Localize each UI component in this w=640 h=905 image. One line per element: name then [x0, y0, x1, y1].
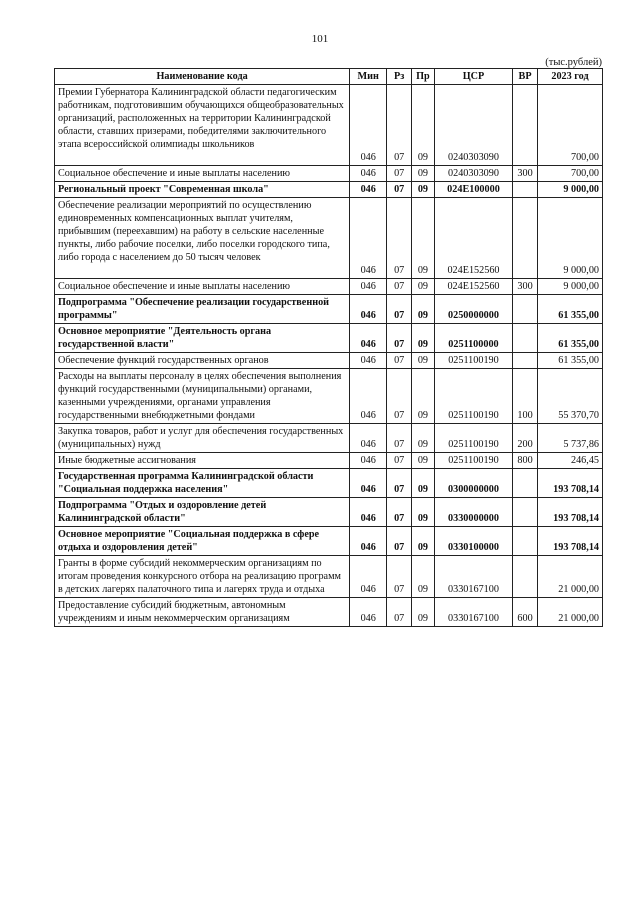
cell-pr: 09: [412, 469, 435, 498]
cell-vr: [513, 556, 538, 598]
cell-pr: 09: [412, 369, 435, 424]
cell-min: 046: [350, 85, 387, 166]
table-row: [55, 182, 603, 198]
cell-csr: 0330167100: [434, 598, 512, 627]
cell-amount: 21 000,00: [537, 598, 602, 627]
cell-vr: [513, 295, 538, 324]
cell-min: 046: [350, 324, 387, 353]
cell-csr: 0330000000: [434, 498, 512, 527]
cell-amount: 193 708,14: [537, 469, 602, 498]
table-row: [55, 453, 603, 469]
cell-vr: 800: [513, 453, 538, 469]
cell-min: 046: [350, 527, 387, 556]
cell-name: Социальное обеспечение и иные выплаты населению: [55, 279, 350, 295]
cell-name: Иные бюджетные ассигнования: [55, 453, 350, 469]
cell-amount: 9 000,00: [537, 198, 602, 279]
cell-amount: 700,00: [537, 85, 602, 166]
cell-rz: 07: [387, 469, 412, 498]
cell-pr: 09: [412, 85, 435, 166]
table-row: [55, 166, 603, 182]
page-number: 101: [311, 33, 329, 45]
cell-vr: [513, 353, 538, 369]
cell-name: Обеспечение реализации мероприятий по осуществлению единовременных компенсационных выплат учителям, прибывшим (переехавшим) на работу в сельские населенные пункты, либо рабочие поселки, либо поселки городского типа, либо города с населением до 50 тысяч человек: [55, 198, 350, 279]
cell-pr: 09: [412, 198, 435, 279]
cell-pr: 09: [412, 279, 435, 295]
cell-min: 046: [350, 353, 387, 369]
cell-name: Подпрограмма "Обеспечение реализации государственной программы": [55, 295, 350, 324]
header-amount: 2023 год: [537, 69, 602, 85]
cell-amount: 193 708,14: [537, 527, 602, 556]
cell-csr: 024E152560: [434, 198, 512, 279]
cell-amount: 700,00: [537, 166, 602, 182]
table-row: [55, 324, 603, 353]
cell-rz: 07: [387, 527, 412, 556]
cell-rz: 07: [387, 198, 412, 279]
cell-min: 046: [350, 369, 387, 424]
cell-rz: 07: [387, 424, 412, 453]
cell-amount: 246,45: [537, 453, 602, 469]
table-body: [55, 85, 603, 627]
cell-vr: [513, 198, 538, 279]
cell-csr: 0330100000: [434, 527, 512, 556]
cell-rz: 07: [387, 353, 412, 369]
cell-csr: 0251100190: [434, 353, 512, 369]
cell-vr: [513, 182, 538, 198]
cell-rz: 07: [387, 598, 412, 627]
cell-pr: 09: [412, 424, 435, 453]
cell-csr: 024E100000: [434, 182, 512, 198]
cell-rz: 07: [387, 85, 412, 166]
cell-vr: 100: [513, 369, 538, 424]
cell-amount: 9 000,00: [537, 279, 602, 295]
table-row: [55, 353, 603, 369]
cell-min: 046: [350, 166, 387, 182]
cell-min: 046: [350, 598, 387, 627]
cell-csr: 0251100190: [434, 453, 512, 469]
cell-name: Предоставление субсидий бюджетным, автономным учреждениям и иным некоммерческим организациям: [55, 598, 350, 627]
cell-pr: 09: [412, 598, 435, 627]
cell-name: Обеспечение функций государственных органов: [55, 353, 350, 369]
cell-vr: 300: [513, 166, 538, 182]
table-header-row: [55, 69, 603, 85]
cell-vr: [513, 527, 538, 556]
cell-rz: 07: [387, 369, 412, 424]
cell-min: 046: [350, 453, 387, 469]
cell-name: Социальное обеспечение и иные выплаты населению: [55, 166, 350, 182]
cell-rz: 07: [387, 556, 412, 598]
cell-vr: 200: [513, 424, 538, 453]
budget-table: [54, 68, 603, 627]
cell-rz: 07: [387, 295, 412, 324]
cell-amount: 21 000,00: [537, 556, 602, 598]
cell-csr: 0250000000: [434, 295, 512, 324]
cell-vr: [513, 469, 538, 498]
header-rz: Рз: [387, 69, 412, 85]
cell-pr: 09: [412, 166, 435, 182]
cell-min: 046: [350, 295, 387, 324]
units-label: (тыс.рублей): [545, 57, 602, 68]
cell-pr: 09: [412, 527, 435, 556]
cell-name: Государственная программа Калининградской области "Социальная поддержка населения": [55, 469, 350, 498]
cell-rz: 07: [387, 279, 412, 295]
cell-min: 046: [350, 469, 387, 498]
header-csr: ЦСР: [434, 69, 512, 85]
cell-name: Гранты в форме субсидий некоммерческим организациям по итогам проведения конкурсного отбора на реализацию программ в детских лагерях палаточного типа и лагерях труда и отдыха: [55, 556, 350, 598]
cell-name: Подпрограмма "Отдых и оздоровление детей Калининградской области": [55, 498, 350, 527]
table-row: [55, 498, 603, 527]
cell-min: 046: [350, 556, 387, 598]
cell-rz: 07: [387, 182, 412, 198]
cell-vr: 300: [513, 279, 538, 295]
table-row: [55, 85, 603, 166]
cell-vr: [513, 85, 538, 166]
cell-rz: 07: [387, 166, 412, 182]
table-row: [55, 369, 603, 424]
table-row: [55, 198, 603, 279]
cell-csr: 0330167100: [434, 556, 512, 598]
cell-pr: 09: [412, 556, 435, 598]
cell-csr: 0251100190: [434, 369, 512, 424]
cell-rz: 07: [387, 498, 412, 527]
table-row: [55, 469, 603, 498]
cell-name: Основное мероприятие "Социальная поддержка в сфере отдыха и оздоровления детей": [55, 527, 350, 556]
table-row: [55, 598, 603, 627]
cell-amount: 193 708,14: [537, 498, 602, 527]
cell-min: 046: [350, 279, 387, 295]
cell-csr: 0240303090: [434, 85, 512, 166]
cell-pr: 09: [412, 324, 435, 353]
cell-name: Закупка товаров, работ и услуг для обеспечения государственных (муниципальных) нужд: [55, 424, 350, 453]
header-vr: ВР: [513, 69, 538, 85]
cell-amount: 61 355,00: [537, 353, 602, 369]
header-pr: Пр: [412, 69, 435, 85]
table-row: [55, 556, 603, 598]
cell-vr: [513, 324, 538, 353]
cell-min: 046: [350, 498, 387, 527]
cell-csr: 0240303090: [434, 166, 512, 182]
cell-amount: 9 000,00: [537, 182, 602, 198]
cell-name: Основное мероприятие "Деятельность органа государственной власти": [55, 324, 350, 353]
cell-amount: 5 737,86: [537, 424, 602, 453]
cell-csr: 0300000000: [434, 469, 512, 498]
cell-name: Расходы на выплаты персоналу в целях обеспечения выполнения функций государственными (муниципальными) органами, казенными учреждениями, органами управления государственными внебюджетными фондами: [55, 369, 350, 424]
cell-csr: 0251100000: [434, 324, 512, 353]
cell-amount: 61 355,00: [537, 295, 602, 324]
table-row: [55, 424, 603, 453]
cell-pr: 09: [412, 295, 435, 324]
table-row: [55, 279, 603, 295]
cell-rz: 07: [387, 324, 412, 353]
cell-vr: 600: [513, 598, 538, 627]
table-row: [55, 527, 603, 556]
cell-pr: 09: [412, 182, 435, 198]
cell-csr: 0251100190: [434, 424, 512, 453]
cell-vr: [513, 498, 538, 527]
cell-amount: 61 355,00: [537, 324, 602, 353]
header-min: Мин: [350, 69, 387, 85]
cell-min: 046: [350, 198, 387, 279]
table-row: [55, 295, 603, 324]
cell-amount: 55 370,70: [537, 369, 602, 424]
cell-min: 046: [350, 182, 387, 198]
cell-pr: 09: [412, 353, 435, 369]
header-name: Наименование кода: [55, 69, 350, 85]
cell-pr: 09: [412, 453, 435, 469]
cell-csr: 024E152560: [434, 279, 512, 295]
cell-pr: 09: [412, 498, 435, 527]
cell-name: Премии Губернатора Калининградской области педагогическим работникам, подготовившим обучающихся общеобразовательных организаций, расположенных на территории Калининградской области, ставших призерами, победителями заключительного этапа всероссийской олимпиады школьников: [55, 85, 350, 166]
cell-min: 046: [350, 424, 387, 453]
cell-name: Региональный проект "Современная школа": [55, 182, 350, 198]
cell-rz: 07: [387, 453, 412, 469]
